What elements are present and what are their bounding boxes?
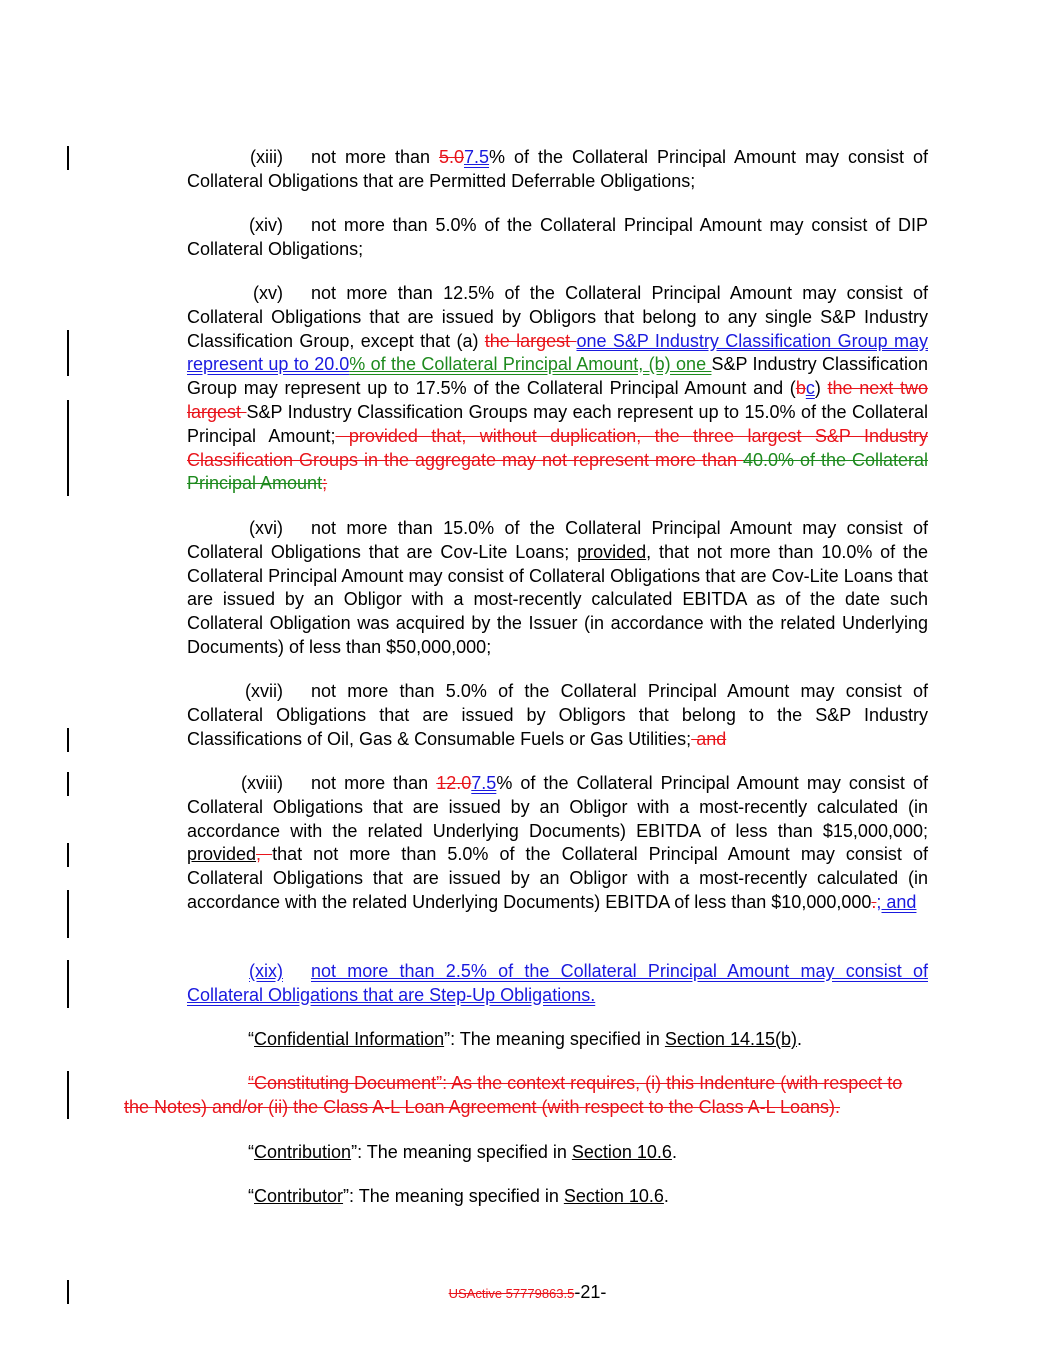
clause-text: not more than 12.5% of the Collateral Principal Amount may consist of Collateral Obligations that are issued by Obligors that belong to any single S&P Industry Classification Group, except that (a): [187, 283, 928, 351]
defined-term: Contribution: [254, 1142, 352, 1162]
clause-text: ): [814, 378, 828, 399]
clause-text: that not more than 5.0% of the Collateral Principal Amount may consist of Collateral Obligations that are issued by an Obligor with a most-recently calculated (in accordance with the related Underlying Documents) EBITDA of less than $10,000,000: [187, 844, 928, 912]
clause-number: (xv): [253, 283, 283, 303]
inserted-text: 7.5: [471, 773, 497, 793]
underlined-term: provided: [187, 844, 257, 865]
clause-text: not more than: [311, 147, 439, 167]
quote-mark: “: [248, 1142, 254, 1162]
definition-text: .: [671, 1142, 677, 1162]
deleted-text: 5.0: [438, 147, 465, 167]
change-bar: [67, 400, 69, 496]
deleted-text: and: [691, 728, 727, 749]
definition-confidential-information: [187, 1028, 928, 1052]
clause-text: , that not more than 10.0% of the Collateral Principal Amount may consist of Collateral Obligations that are Cov-Lite Loans that are issued by an Obligor with a most-recently calculated EBITDA as of the date such Collateral Obligation was acquired by the Issuer (in accordance with the related Underlying Documents) of less than $50,000,000;: [187, 541, 929, 657]
clause-number: (xviii): [241, 773, 283, 793]
clause-text: not more than 15.0% of the Collateral Principal Amount may consist of Collateral Obligations that are Cov-Lite Loans;: [187, 518, 928, 562]
clause-xviii: [187, 772, 928, 915]
deleted-text: .: [871, 891, 877, 912]
clause-xvii: [187, 680, 928, 751]
definition-text: .: [663, 1186, 669, 1206]
clause-xvi: [187, 517, 928, 660]
quote-mark: ”: [343, 1186, 350, 1206]
clause-text: S&P Industry Classification Groups may each represent up to 15.0% of the Collateral Principal Amount;: [187, 401, 928, 446]
clause-number: (xvii): [245, 681, 283, 701]
deleted-text: ;: [322, 473, 328, 494]
clause-text: % of the Collateral Principal Amount may consist of Collateral Obligations that are Permitted Deferrable Obligations;: [187, 147, 928, 191]
deleted-text: 12.0: [436, 773, 472, 793]
change-bar: [67, 146, 69, 170]
deleted-text: “Constituting Document”: As the context requires, (i) this Indenture (with respect to the Notes) and/or (ii) the Class A-L Loan Agreement (with respect to the Class A-L Loans).: [124, 1073, 903, 1117]
inserted-text: ; and: [876, 891, 917, 912]
quote-mark: ”: [444, 1029, 451, 1049]
deleted-text: ,: [256, 844, 273, 865]
definition-contribution: [187, 1141, 928, 1165]
definition-text: : The meaning specified in: [349, 1186, 564, 1206]
quote-mark: “: [248, 1186, 254, 1206]
clause-text: not more than 5.0% of the Collateral Principal Amount may consist of Collateral Obligations that are issued by Obligors that belong to the S&P Industry Classifications of Oil, Gas & Consumable Fuels or Gas Utilities;: [187, 681, 928, 749]
definition-text: : The meaning specified in: [450, 1029, 665, 1049]
quote-mark: “: [248, 1029, 254, 1049]
clause-text: S&P Industry Classification Group may represent up to 17.5% of the Collateral Principal Amount and (: [187, 354, 928, 399]
document-id: USActive 57779863.5: [448, 1286, 575, 1301]
clause-number: (xvi): [249, 518, 283, 538]
underlined-term: provided: [577, 541, 647, 562]
change-bar: [67, 1071, 69, 1119]
defined-term: Confidential Information: [254, 1029, 445, 1049]
change-bar: [67, 330, 69, 376]
deleted-text: the largest: [484, 330, 577, 351]
clause-text: not more than 5.0% of the Collateral Principal Amount may consist of DIP Collateral Obligations;: [187, 215, 928, 259]
clause-xix: [187, 960, 928, 1008]
change-bar: [67, 728, 69, 752]
inserted-text: one S&P Industry Classification Group may represent up to 20.0: [187, 330, 928, 375]
section-reference: Section 10.6: [563, 1186, 664, 1206]
clause-xiv: [187, 214, 928, 262]
change-bar: [67, 960, 69, 1008]
inserted-text: c: [805, 378, 815, 399]
clause-text: % of the Collateral Principal Amount may consist of Collateral Obligations that are issued by an Obligor with a most-recently calculated (in accordance with the related Underlying Documents) EBITDA of less than $15,000,000;: [187, 773, 928, 841]
change-bar: [67, 772, 69, 796]
clause-xv: [187, 282, 928, 496]
section-reference: Section 14.15(b): [664, 1029, 797, 1049]
clause-number: (xiv): [249, 215, 283, 235]
clause-text: not more than: [311, 773, 437, 793]
clause-xiii: [187, 146, 928, 194]
definition-constituting-document: [124, 1072, 928, 1120]
definition-text: : The meaning specified in: [357, 1142, 572, 1162]
page-number: -21-: [574, 1282, 607, 1302]
change-bar: [67, 843, 69, 867]
section-reference: Section 10.6: [571, 1142, 672, 1162]
deleted-text: the next two largest: [187, 378, 929, 422]
inserted-text: 7.5: [464, 147, 490, 167]
quote-mark: ”: [351, 1142, 358, 1162]
change-bar: [67, 890, 69, 938]
inserted-text: not more than 2.5% of the Collateral Principal Amount may consist of Collateral Obligations that are Step-Up Obligations.: [187, 961, 928, 1005]
clause-number: (xiii): [250, 147, 283, 167]
moved-deleted-text: 40.0% of the Collateral Principal Amount: [187, 449, 928, 494]
deleted-text: provided that, without duplication, the three largest S&P Industry Classification Groups in the aggregate may not represent more than: [187, 425, 928, 470]
defined-term: Contributor: [254, 1186, 344, 1206]
clause-number: (xix): [249, 961, 283, 981]
definition-text: .: [797, 1029, 803, 1049]
definition-contributor: [187, 1185, 928, 1209]
deleted-text: b: [795, 378, 806, 399]
page-footer: [0, 1282, 1055, 1303]
moved-text: % of the Collateral Principal Amount, (b) one: [349, 354, 712, 375]
